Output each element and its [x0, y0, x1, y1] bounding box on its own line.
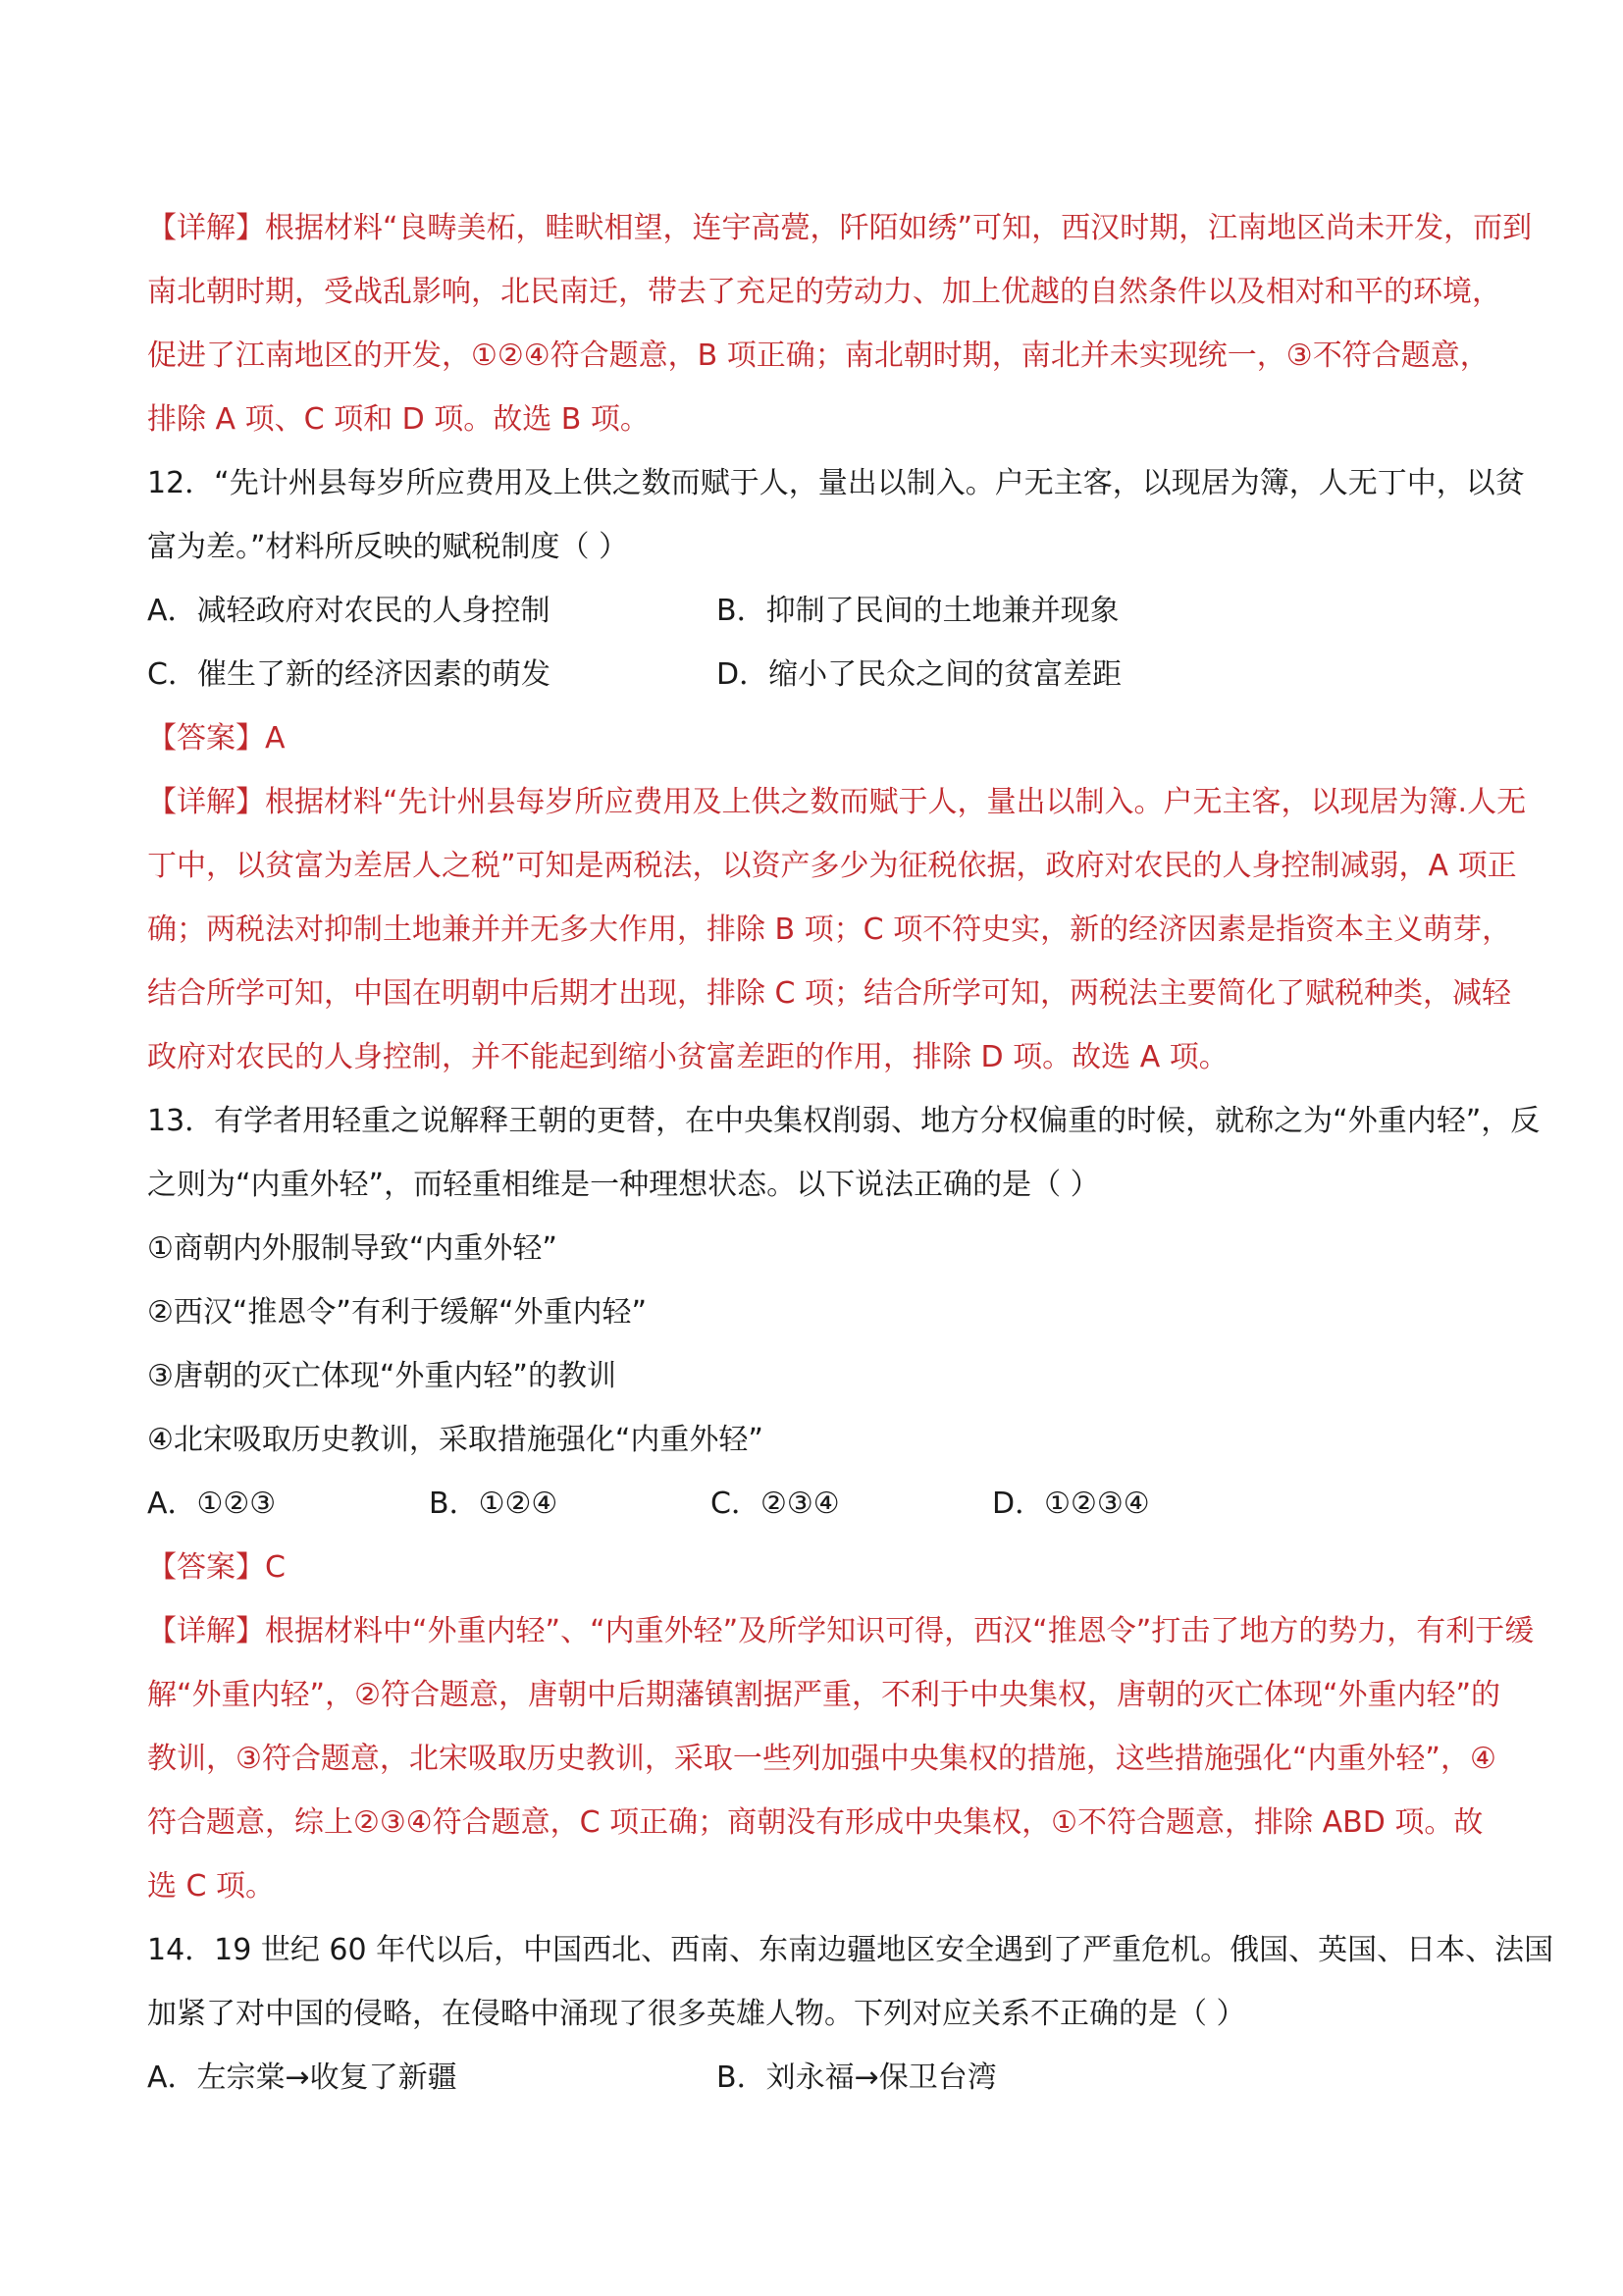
q14-option-b: B．刘永福→保卫台湾: [716, 2061, 997, 2095]
answer-value: A: [265, 721, 286, 756]
detail-11-line-4: 排除 A 项、C 项和 D 项。故选 B 项。: [147, 402, 650, 437]
q13-detail-line-1: 【详解】根据材料中“外重内轻”、“内重外轻”及所学知识可得，西汉“推恩令”打击了地方的势力，有利于缓: [147, 1614, 1535, 1648]
q12-option-b: B．抑制了民间的土地兼并现象: [716, 594, 1120, 628]
q12-option-c: C．催生了新的经济因素的萌发: [147, 657, 550, 692]
detail-11-line-3: 促进了江南地区的开发，①②④符合题意，B 项正确；南北朝时期，南北并未实现统一，③不符合题意，: [147, 339, 1490, 373]
detail-tag: 【详解】: [147, 211, 265, 245]
q12-options: [147, 579, 1482, 706]
q14-options: [147, 2046, 1482, 2110]
q12-detail-line-5: 政府对农民的人身控制，并不能起到缩小贫富差距的作用，排除 D 项。故选 A 项。: [147, 1040, 1229, 1074]
q14-option-a: A．左宗棠→收复了新疆: [147, 2061, 457, 2095]
q12-stem-line-2: 富为差。”材料所反映的赋税制度（ ）: [147, 530, 629, 564]
q12-option-a: A．减轻政府对农民的人身控制: [147, 594, 550, 628]
q13-item-1: ①商朝内外服制导致“内重外轻”: [147, 1231, 557, 1266]
q13-option-d: D．①②③④: [992, 1487, 1150, 1521]
q13-item-3: ③唐朝的灭亡体现“外重内轻”的教训: [147, 1359, 616, 1393]
detail-tag: 【详解】: [147, 1614, 265, 1648]
detail-tag: 【详解】: [147, 785, 265, 819]
q12-detail-line-4: 结合所学可知，中国在明朝中后期才出现，排除 C 项；结合所学可知，两税法主要简化了赋税种类，减轻: [147, 976, 1512, 1011]
q13-stem-line-1: 13．有学者用轻重之说解释王朝的更替，在中央集权削弱、地方分权偏重的时候，就称之为“外重内轻”，反: [147, 1104, 1541, 1138]
q13-option-a: A．①②③: [147, 1487, 277, 1521]
q13-option-c: C．②③④: [710, 1487, 840, 1521]
answer-tag: 【答案】: [147, 721, 265, 756]
q12-detail-line-3: 确；两税法对抑制土地兼并并无多大作用，排除 B 项；C 项不符史实，新的经济因素是指资本主义萌芽，: [147, 913, 1512, 947]
detail-11-line-1: 【详解】根据材料“良畴美柘，畦畎相望，连宇高甍，阡陌如绣”可知，西汉时期，江南地区尚未开发，而到: [147, 211, 1533, 245]
q13-options: [147, 1472, 1482, 1536]
q13-item-2: ②西汉“推恩令”有利于缓解“外重内轻”: [147, 1295, 648, 1330]
q13-answer: [147, 1536, 1482, 1599]
q13-detail-line-5: 选 C 项。: [147, 1869, 276, 1904]
q13-option-b: B．①②④: [429, 1487, 558, 1521]
q12-option-d: D．缩小了民众之间的贫富差距: [716, 657, 1123, 692]
q14-stem-line-1: 14．19 世纪 60 年代以后，中国西北、西南、东南边疆地区安全遇到了严重危机。俄国、英国、日本、法国: [147, 1933, 1554, 1967]
q13-detail-line-3: 教训，③符合题意，北宋吸取历史教训，采取一些列加强中央集权的措施，这些措施强化“内重外轻”，④: [147, 1742, 1496, 1776]
q12-stem-line-1: 12．“先计州县每岁所应费用及上供之数而赋于人，量出以制入。户无主客，以现居为簿，人无丁中，以贫: [147, 466, 1525, 500]
q13-item-4: ④北宋吸取历史教训，采取措施强化“内重外轻”: [147, 1423, 763, 1457]
q13-detail-line-4: 符合题意，综上②③④符合题意，C 项正确；商朝没有形成中央集权，①不符合题意，排除 ABD 项。故: [147, 1805, 1484, 1840]
q12-answer: [147, 706, 1482, 770]
exam-page: [147, 196, 1554, 2110]
q13-stem-line-2: 之则为“内重外轻”，而轻重相维是一种理想状态。以下说法正确的是（ ）: [147, 1168, 1100, 1202]
answer-value: C: [265, 1550, 286, 1585]
q13-detail-line-2: 解“外重内轻”，②符合题意，唐朝中后期藩镇割据严重，不利于中央集权，唐朝的灭亡体现“外重内轻”的: [147, 1678, 1501, 1712]
answer-tag: 【答案】: [147, 1550, 265, 1585]
q12-detail-line-2: 丁中，以贫富为差居人之税”可知是两税法，以资产多少为征税依据，政府对农民的人身控制减弱，A 项正: [147, 849, 1517, 883]
q12-detail-line-1: 【详解】根据材料“先计州县每岁所应费用及上供之数而赋于人，量出以制入。户无主客，以现居为簿.人无: [147, 785, 1527, 819]
q14-stem-line-2: 加紧了对中国的侵略，在侵略中涌现了很多英雄人物。下列对应关系不正确的是（ ）: [147, 1997, 1246, 2031]
detail-11-line-2: 南北朝时期，受战乱影响，北民南迁，带去了充足的劳动力、加上优越的自然条件以及相对和平的环境，: [147, 275, 1501, 309]
